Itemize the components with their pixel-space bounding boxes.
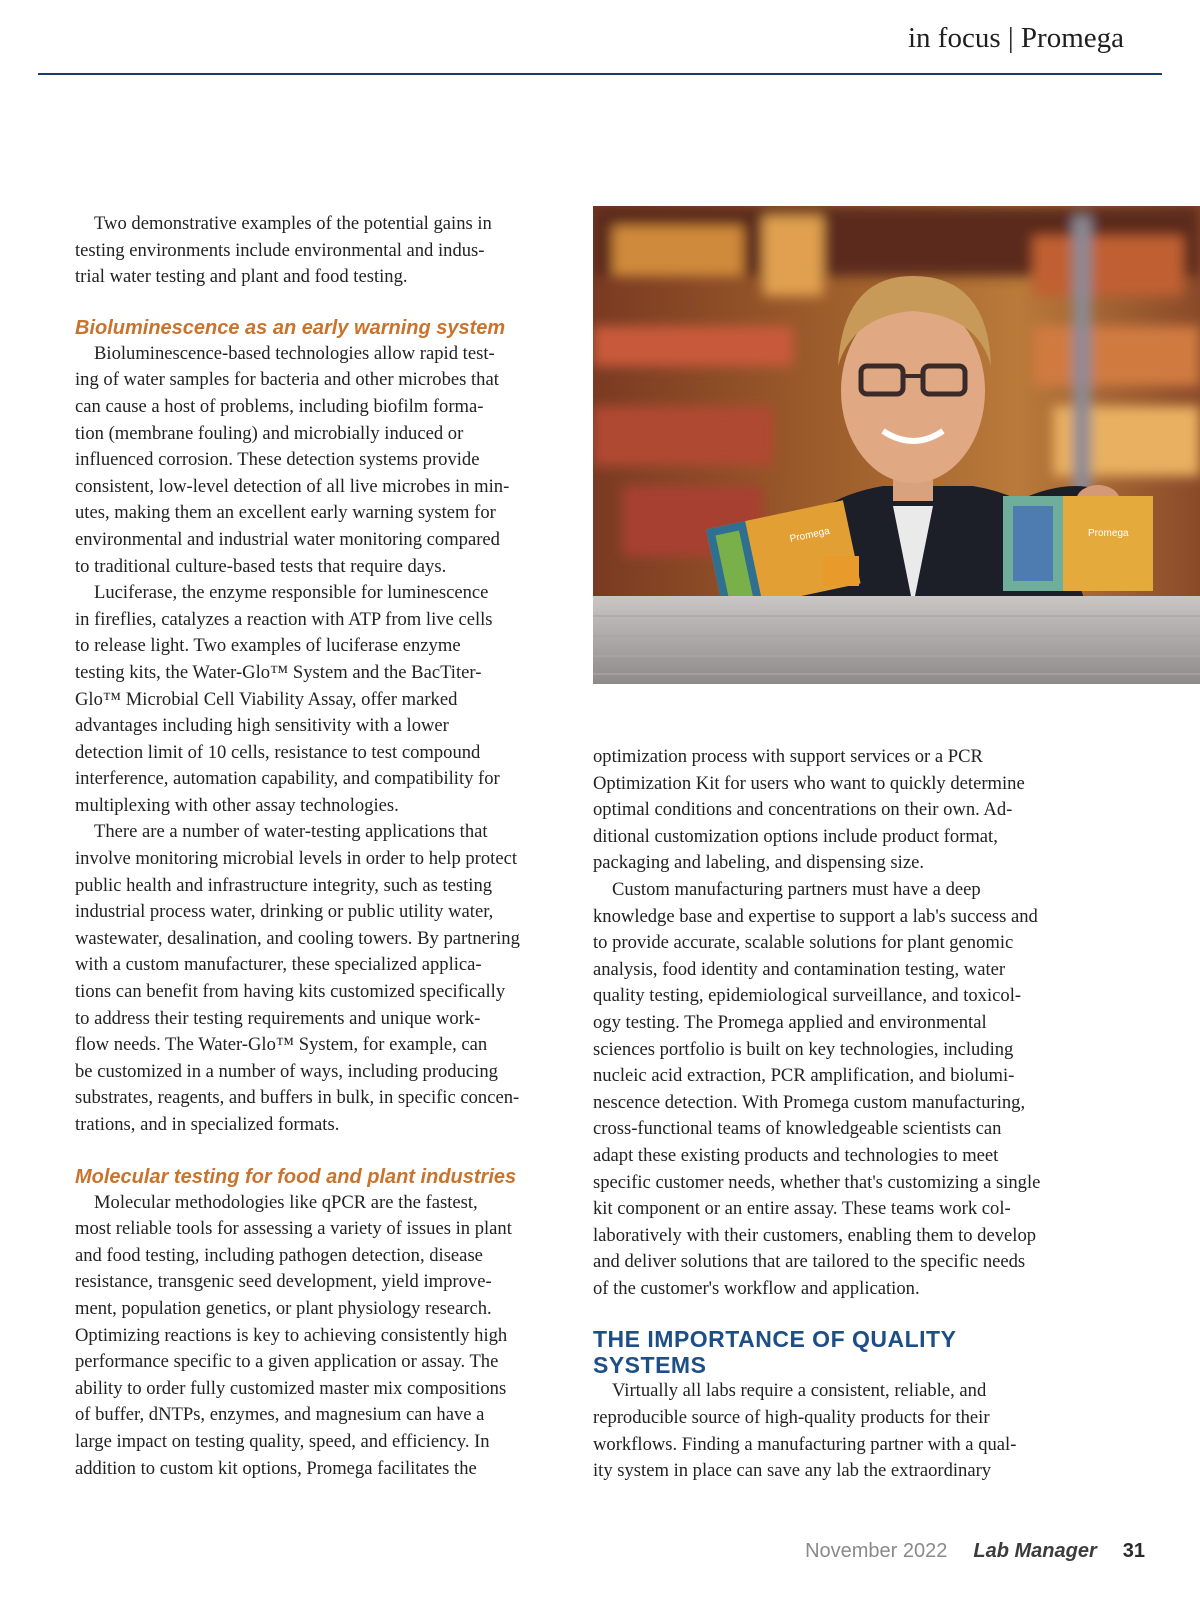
text-line: Two demonstrative examples of the potential gains in bbox=[94, 213, 492, 234]
text-line: nescence detection. With Promega custom manufacturing, bbox=[593, 1091, 1026, 1113]
text-line: substrates, reagents, and buffers in bulk, in specific concen- bbox=[75, 1087, 520, 1109]
text-line: be customized in a number of ways, including producing bbox=[75, 1060, 498, 1082]
text-line: to traditional culture-based tests that require days. bbox=[75, 555, 447, 577]
text-line: multiplexing with other assay technologies. bbox=[75, 794, 399, 816]
optimization-paragraph bbox=[593, 744, 1093, 877]
text-line: large impact on testing quality, speed, and efficiency. In bbox=[75, 1430, 490, 1452]
text-line: Bioluminescence-based technologies allow rapid test- bbox=[94, 342, 495, 364]
text-line: with a custom manufacturer, these specialized applica- bbox=[75, 954, 482, 976]
text-line: of buffer, dNTPs, enzymes, and magnesium can have a bbox=[75, 1404, 485, 1426]
text-line: interference, automation capability, and compatibility for bbox=[75, 768, 500, 790]
text-line: Luciferase, the enzyme responsible for luminescence bbox=[94, 582, 489, 604]
text-line: most reliable tools for assessing a variety of issues in plant bbox=[75, 1218, 512, 1240]
subhead-bioluminescence: Bioluminescence as an early warning system bbox=[75, 316, 506, 339]
text-line: to provide accurate, scalable solutions for plant genomic bbox=[593, 932, 1014, 954]
article-photo bbox=[593, 206, 1200, 684]
right-column bbox=[593, 744, 1093, 1485]
left-column bbox=[75, 211, 575, 1482]
text-line: industrial process water, drinking or public utility water, bbox=[75, 901, 494, 923]
text-line: trations, and in specialized formats. bbox=[75, 1114, 340, 1135]
heading-line: THE IMPORTANCE OF QUALITY bbox=[593, 1326, 957, 1353]
text-line: involve monitoring microbial levels in order to help protect bbox=[75, 848, 518, 870]
text-line: detection limit of 10 cells, resistance to test compound bbox=[75, 741, 481, 763]
text-line: reproducible source of high-quality products for their bbox=[593, 1407, 990, 1429]
text-line: ditional customization options include product format, bbox=[593, 825, 998, 847]
issue-date: November 2022 bbox=[805, 1540, 948, 1562]
page-number: 31 bbox=[1122, 1540, 1145, 1562]
page-footer bbox=[805, 1540, 1145, 1563]
text-line: advantages including high sensitivity with a lower bbox=[75, 715, 449, 737]
text-line: utes, making them an excellent early warning system for bbox=[75, 502, 496, 524]
section-heading-quality-systems bbox=[593, 1326, 1093, 1378]
text-line: optimization process with support services or a PCR bbox=[593, 746, 983, 767]
text-line: ing of water samples for bacteria and other microbes that bbox=[75, 369, 499, 391]
text-line: environmental and industrial water monitoring compared bbox=[75, 528, 500, 550]
text-line: public health and infrastructure integrity, such as testing bbox=[75, 874, 493, 896]
text-line: ment, population genetics, or plant physiology research. bbox=[75, 1297, 492, 1319]
text-line: wastewater, desalination, and cooling towers. By partnering bbox=[75, 927, 520, 949]
text-line: Molecular methodologies like qPCR are the fastest, bbox=[94, 1191, 478, 1213]
text-line: nucleic acid extraction, PCR amplification, and biolumi- bbox=[593, 1065, 1015, 1087]
text-line: can cause a host of problems, including biofilm forma- bbox=[75, 395, 484, 417]
text-line: kit component or an entire assay. These teams work col- bbox=[593, 1198, 1011, 1220]
bioluminescence-paragraph bbox=[75, 341, 575, 580]
text-line: tion (membrane fouling) and microbially induced or bbox=[75, 422, 464, 444]
running-header: in focus | Promega bbox=[907, 22, 1124, 54]
text-line: adapt these existing products and technologies to meet bbox=[593, 1144, 999, 1166]
luciferase-paragraph bbox=[75, 580, 575, 819]
magazine-name: Lab Manager bbox=[973, 1540, 1097, 1562]
intro-paragraph bbox=[75, 211, 575, 291]
text-line: workflows. Finding a manufacturing partner with a qual- bbox=[593, 1433, 1017, 1455]
text-line: flow needs. The Water-Glo™ System, for example, can bbox=[75, 1034, 488, 1056]
water-testing-paragraph bbox=[75, 819, 575, 1138]
text-line: sciences portfolio is built on key technologies, including bbox=[593, 1038, 1014, 1060]
text-line: packaging and labeling, and dispensing size. bbox=[593, 852, 924, 874]
text-line: specific customer needs, whether that's customizing a single bbox=[593, 1171, 1041, 1193]
text-line: influenced corrosion. These detection systems provide bbox=[75, 449, 480, 471]
text-line: and food testing, including pathogen detection, disease bbox=[75, 1244, 483, 1266]
text-line: trial water testing and plant and food testing. bbox=[75, 266, 408, 288]
box-brand-label-left: Promega bbox=[788, 525, 831, 545]
text-line: in fireflies, catalyzes a reaction with ATP from live cells bbox=[75, 608, 493, 630]
text-line: knowledge base and expertise to support a lab's success and bbox=[593, 905, 1038, 927]
custom-manufacturing-paragraph bbox=[593, 877, 1093, 1303]
text-line: resistance, transgenic seed development, yield improve- bbox=[75, 1271, 492, 1293]
text-line: Virtually all labs require a consistent, reliable, and bbox=[612, 1380, 987, 1402]
text-line: Custom manufacturing partners must have a deep bbox=[612, 878, 981, 900]
header-rule bbox=[38, 73, 1162, 75]
box-brand-label-right: Promega bbox=[1088, 528, 1129, 539]
text-line: addition to custom kit options, Promega facilitates the bbox=[75, 1457, 477, 1479]
text-line: performance specific to a given application or assay. The bbox=[75, 1351, 499, 1373]
heading-line: SYSTEMS bbox=[593, 1352, 707, 1379]
text-line: quality testing, epidemiological surveillance, and toxicol- bbox=[593, 985, 1022, 1007]
text-line: of the customer's workflow and application. bbox=[593, 1277, 920, 1299]
text-line: and deliver solutions that are tailored to the specific needs bbox=[593, 1251, 1026, 1273]
subhead-molecular-testing: Molecular testing for food and plant industries bbox=[75, 1165, 517, 1188]
text-line: Optimizing reactions is key to achieving consistently high bbox=[75, 1324, 508, 1346]
text-line: to address their testing requirements and unique work- bbox=[75, 1007, 481, 1029]
text-line: to release light. Two examples of luciferase enzyme bbox=[75, 635, 461, 657]
text-line: ity system in place can save any lab the extraordinary bbox=[593, 1460, 992, 1482]
text-line: ability to order fully customized master mix compositions bbox=[75, 1377, 507, 1399]
molecular-paragraph bbox=[75, 1190, 575, 1483]
text-line: testing environments include environmental and indus- bbox=[75, 239, 485, 261]
photo-illustration bbox=[593, 206, 1200, 684]
text-line: Glo™ Microbial Cell Viability Assay, offer marked bbox=[75, 688, 458, 710]
text-line: cross-functional teams of knowledgeable scientists can bbox=[593, 1118, 1002, 1140]
text-line: consistent, low-level detection of all live microbes in min- bbox=[75, 475, 510, 497]
text-line: optimal conditions and concentrations on their own. Ad- bbox=[593, 799, 1013, 821]
text-line: testing kits, the Water-Glo™ System and the BacTiter- bbox=[75, 661, 482, 683]
text-line: laboratively with their customers, enabling them to develop bbox=[593, 1224, 1037, 1246]
text-line: analysis, food identity and contamination testing, water bbox=[593, 958, 1006, 980]
text-line: There are a number of water-testing applications that bbox=[94, 821, 488, 843]
quality-paragraph bbox=[593, 1378, 1093, 1484]
text-line: tions can benefit from having kits customized specifically bbox=[75, 981, 506, 1003]
text-line: Optimization Kit for users who want to quickly determine bbox=[593, 772, 1025, 794]
text-line: ogy testing. The Promega applied and environmental bbox=[593, 1011, 987, 1033]
